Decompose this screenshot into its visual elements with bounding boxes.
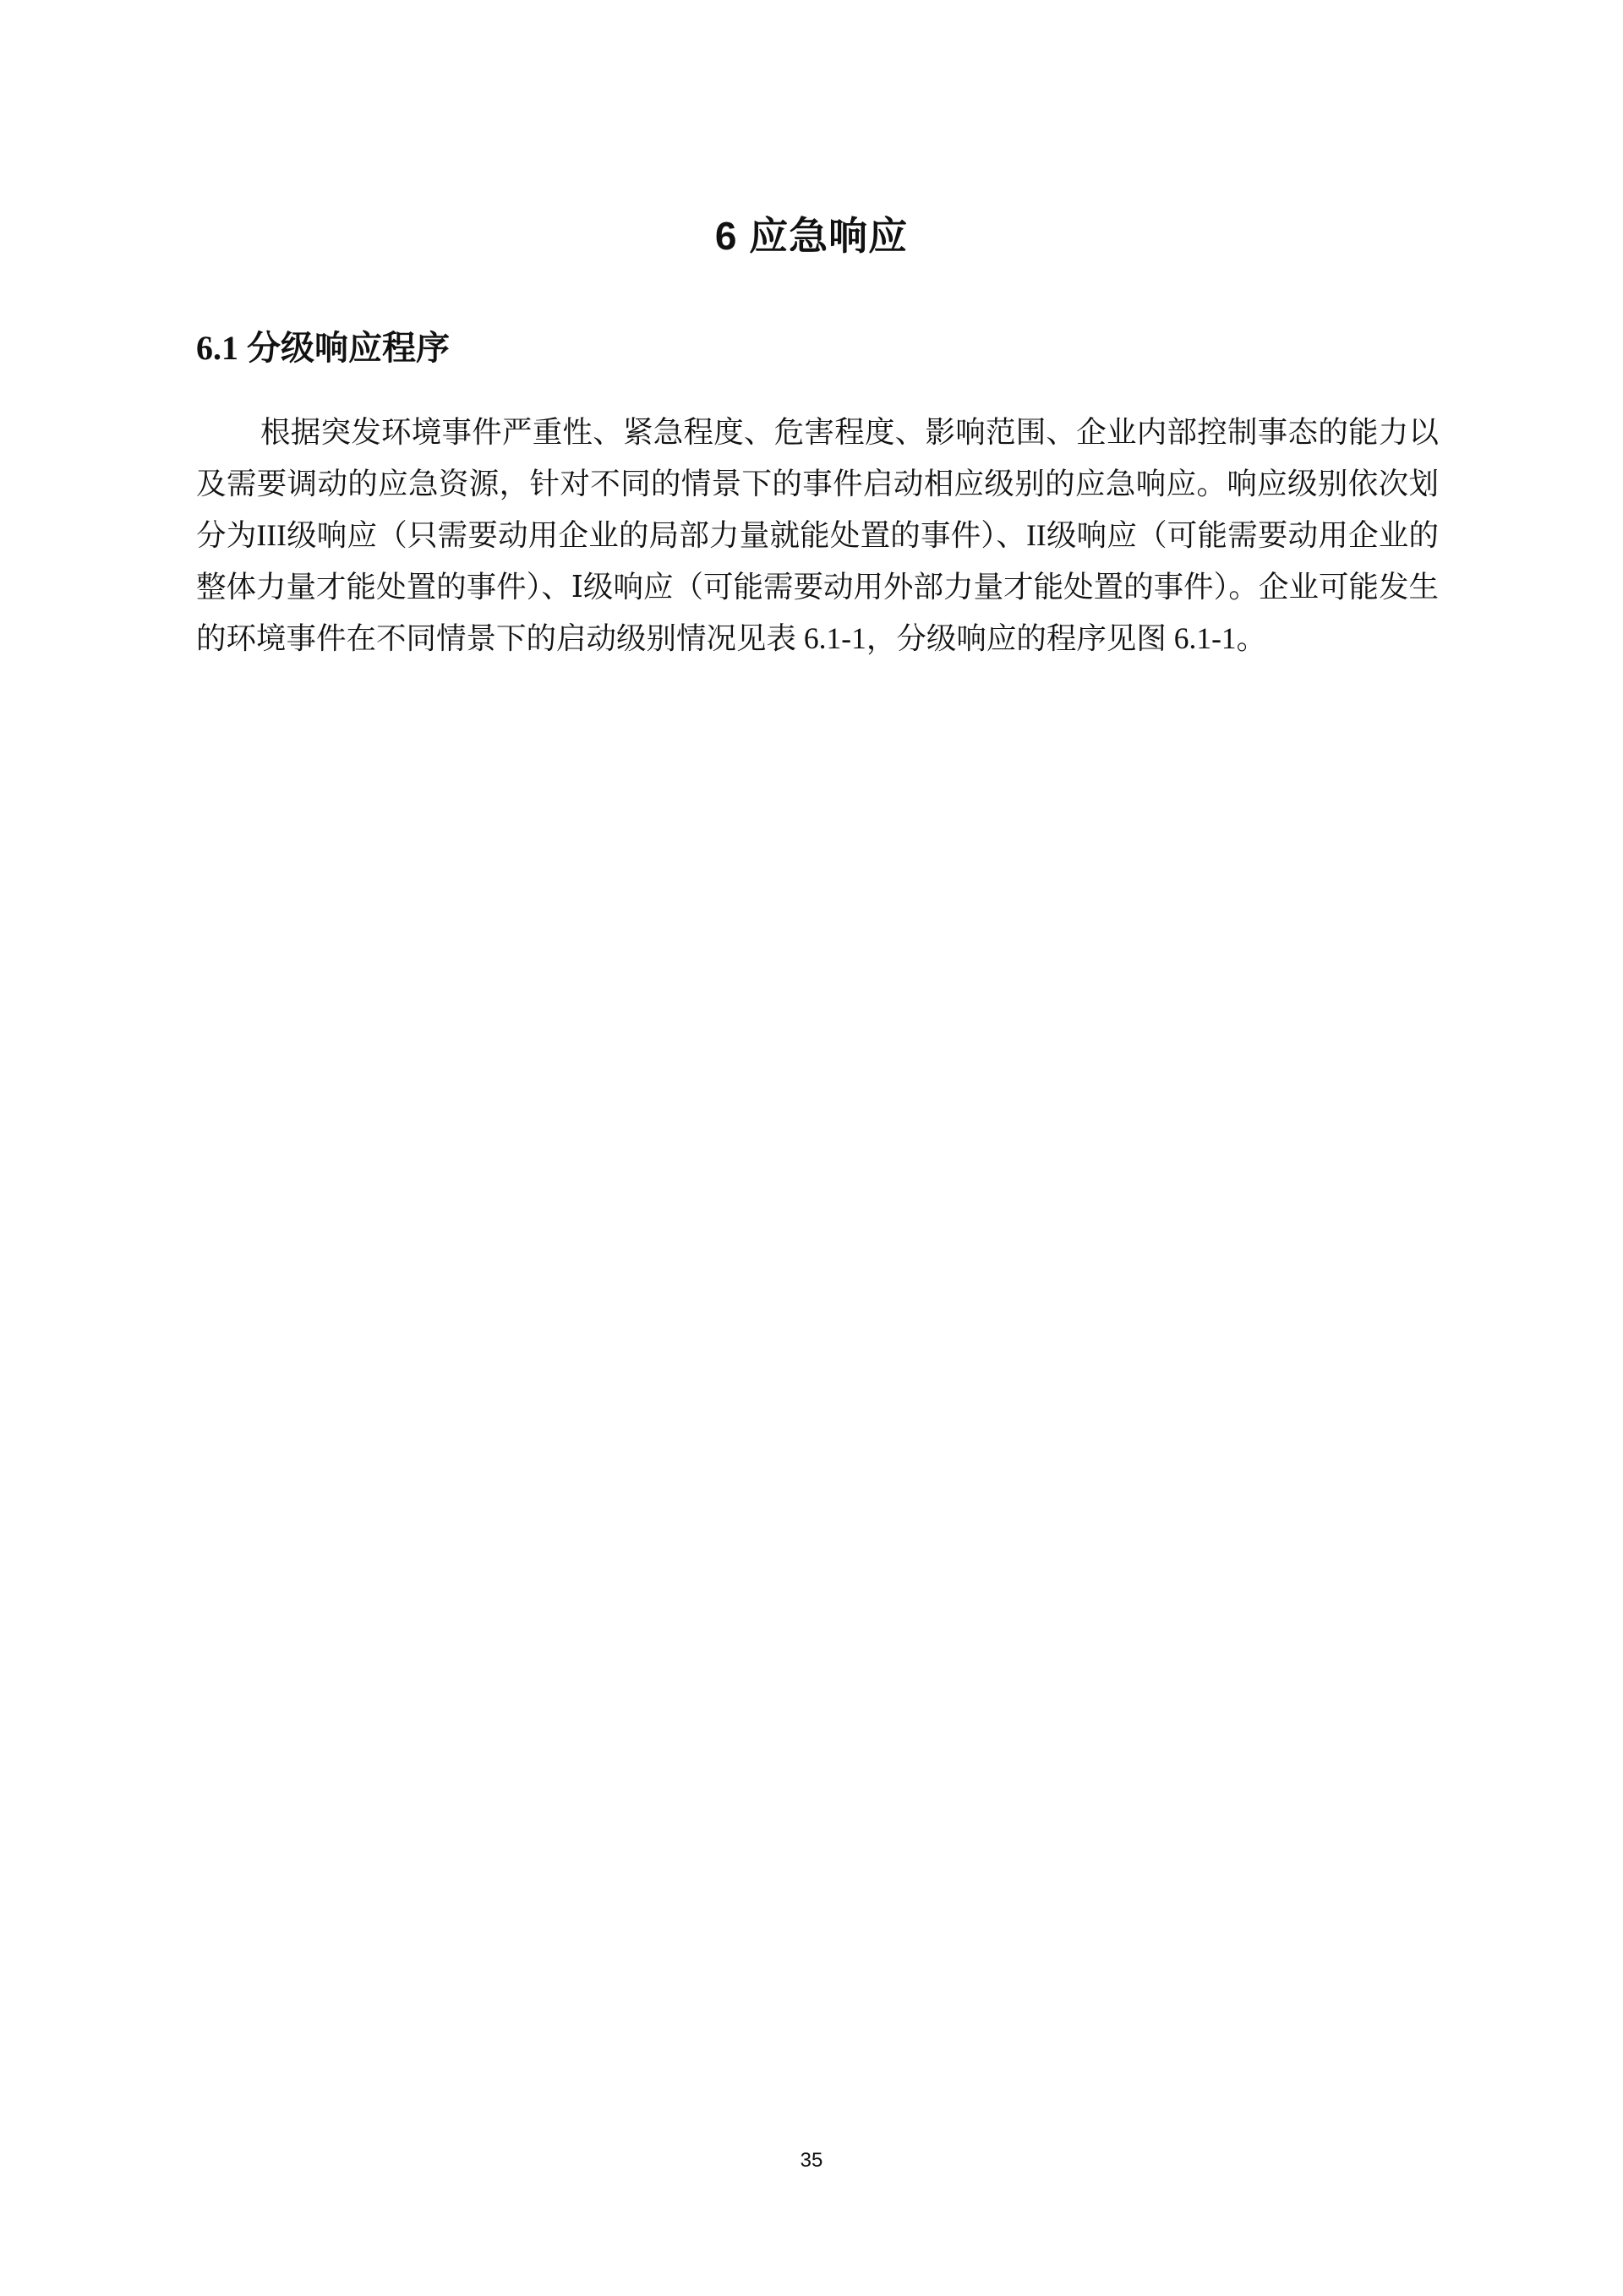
body-paragraph: 根据突发环境事件严重性、紧急程度、危害程度、影响范围、企业内部控制事态的能力以及需要调动的应急资源，针对不同的情景下的事件启动相应级别的应急响应。响应级别依次划分为III级响应（只需要动用企业的局部力量就能处置的事件）、II级响应（可能需要动用企业的整体力量才能处置的事件）、Ⅰ级响应（可能需要动用外部力量才能处置的事件）。企业可能发生的环境事件在不同情景下的启动级别情况见表 6.1-1，分级响应的程序见图 6.1-1。 [196, 415, 1439, 655]
section-title: 6.1 分级响应程序 [196, 329, 450, 367]
page-number: 35 [800, 2149, 823, 2172]
chapter-title: 6 应急响应 [714, 214, 909, 258]
